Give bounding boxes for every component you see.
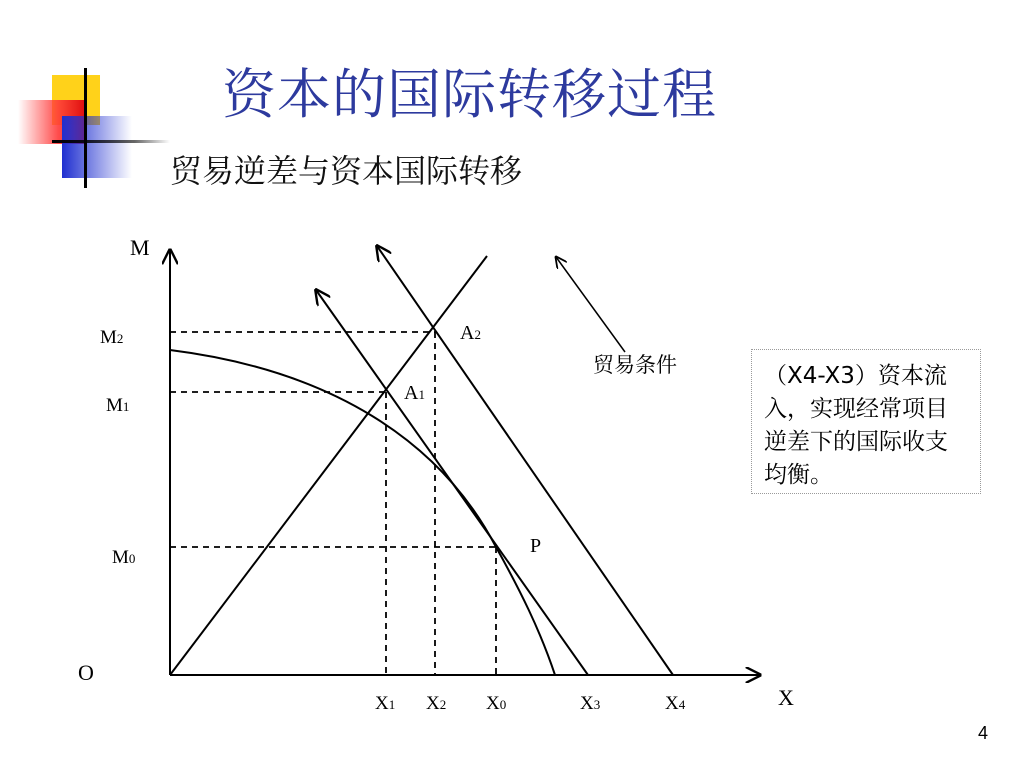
- point-label-p: P: [530, 535, 542, 557]
- x-axis-label: X: [778, 685, 794, 710]
- page-number: 4: [978, 723, 989, 743]
- tick-label-x1: X1: [375, 693, 396, 714]
- y-axis-label: M: [130, 235, 150, 260]
- point-label-a2: A2: [460, 322, 481, 344]
- tick-label-x3: X3: [580, 693, 601, 714]
- production-curve: [170, 350, 555, 675]
- capital-inflow-note: （X4-X3）资本流入，实现经常项目逆差下的国际收支均衡。: [751, 349, 981, 494]
- trade-terms-label: 贸易条件: [593, 353, 677, 377]
- tick-label-x0: X0: [486, 693, 507, 714]
- slide-subtitle: 贸易逆差与资本国际转移: [170, 152, 523, 190]
- tick-label-x4: X4: [665, 693, 686, 714]
- budget-line-x4: [377, 246, 673, 675]
- origin-label: O: [78, 660, 94, 685]
- tick-label-x2: X2: [426, 693, 447, 714]
- slide-title: 资本的国际转移过程: [222, 63, 717, 126]
- tick-label-m2: M2: [100, 327, 124, 348]
- tick-label-m0: M0: [112, 547, 136, 568]
- tick-label-m1: M1: [106, 395, 130, 416]
- point-label-a1: A1: [404, 382, 425, 404]
- budget-line-x3: [316, 290, 588, 675]
- trade-terms-pointer: [556, 257, 625, 352]
